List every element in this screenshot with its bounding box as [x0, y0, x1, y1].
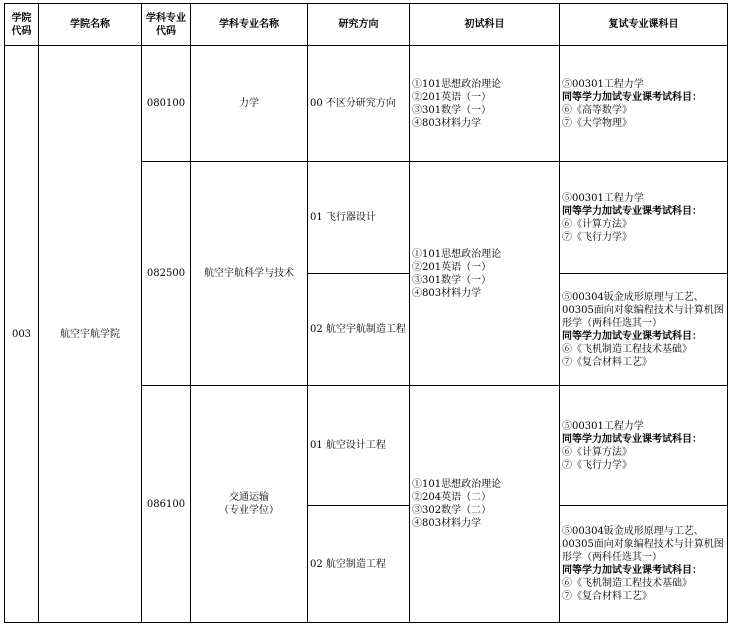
direction-cell: 02 航空宇航制造工程 — [308, 274, 410, 386]
college-code: 003 — [5, 46, 39, 623]
major-code: 080100 — [142, 46, 191, 162]
direction-cell: 00 不区分研究方向 — [308, 46, 410, 162]
header-major-name: 学科专业名称 — [191, 4, 308, 46]
direction-cell: 02 航空制造工程 — [308, 506, 410, 623]
header-initial-exam: 初试科目 — [410, 4, 560, 46]
major-code: 086100 — [142, 386, 191, 623]
header-college-code: 学院代码 — [5, 4, 39, 46]
major-code: 082500 — [142, 162, 191, 386]
college-name: 航空宇航学院 — [39, 46, 142, 623]
retest-cell: ⑤00301工程力学 同等学力加试专业课考试科目： ⑥《高等数学》 ⑦《大学物理》 — [560, 46, 728, 162]
header-row — [5, 4, 728, 46]
retest-cell: ⑤00301工程力学 同等学力加试专业课考试科目： ⑥《计算方法》 ⑦《飞行力学》 — [560, 386, 728, 506]
major-name: 力学 — [191, 46, 308, 162]
retest-cell: ⑤00301工程力学 同等学力加试专业课考试科目： ⑥《计算方法》 ⑦《飞行力学》 — [560, 162, 728, 274]
retest-cell: ⑤00304钣金成形原理与工艺、00305面向对象编程技术与计算机图形学（两科任选其一） 同等学力加试专业课考试科目： ⑥《飞机制造工程技术基础》 ⑦《复合材料工艺》 — [560, 506, 728, 623]
initial-exam-cell: ①101思想政治理论 ②201英语（一） ③301数学（一） ④803材料力学 — [410, 46, 560, 162]
header-major-code: 学科专业代码 — [142, 4, 191, 46]
direction-cell: 01 航空设计工程 — [308, 386, 410, 506]
header-direction: 研究方向 — [308, 4, 410, 46]
table-row — [5, 46, 728, 162]
header-retest: 复试专业课科目 — [560, 4, 728, 46]
initial-exam-cell: ①101思想政治理论 ②204英语（二） ③302数学（二） ④803材料力学 — [410, 386, 560, 623]
major-name: 航空宇航科学与技术 — [191, 162, 308, 386]
admission-table — [4, 3, 728, 623]
initial-exam-cell: ①101思想政治理论 ②201英语（一） ③301数学（一） ④803材料力学 — [410, 162, 560, 386]
header-college-name: 学院名称 — [39, 4, 142, 46]
retest-cell: ⑤00304钣金成形原理与工艺、00305面向对象编程技术与计算机图形学（两科任选其一） 同等学力加试专业课考试科目： ⑥《飞机制造工程技术基础》 ⑦《复合材料工艺》 — [560, 274, 728, 386]
direction-cell: 01 飞行器设计 — [308, 162, 410, 274]
major-name: 交通运输 （专业学位） — [191, 386, 308, 623]
